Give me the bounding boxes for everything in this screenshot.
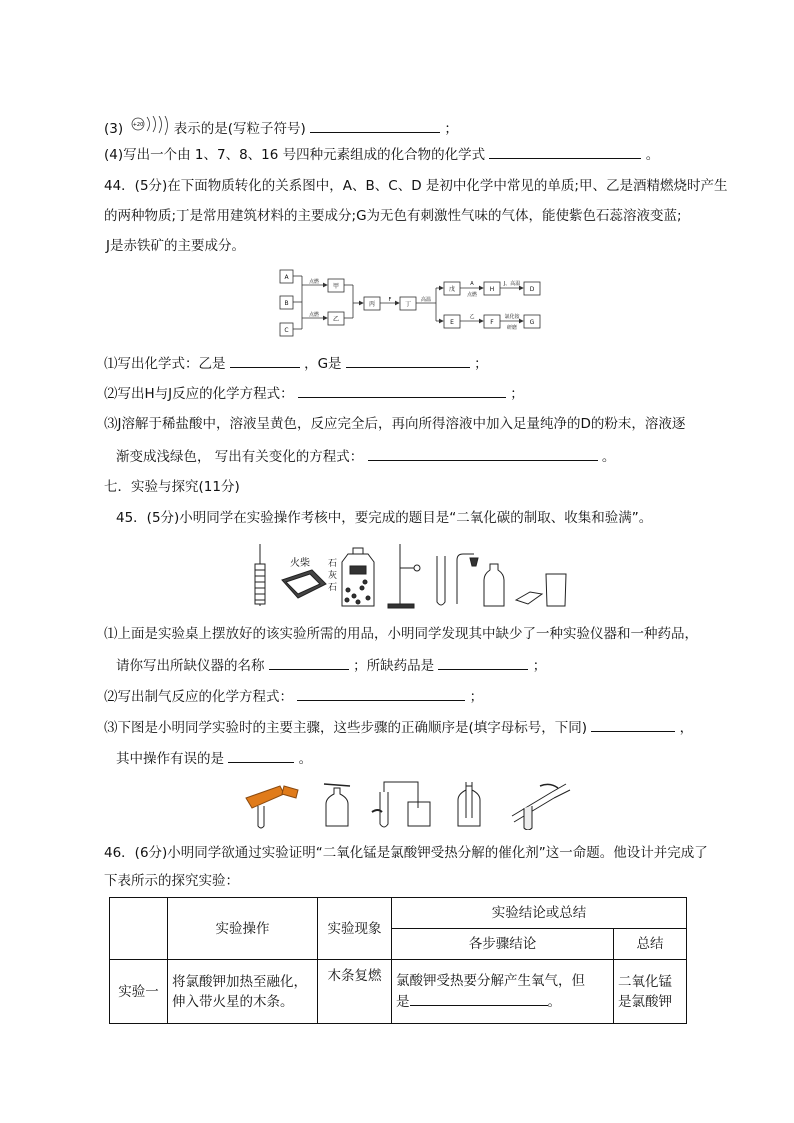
diagram-node-wu: 戊: [448, 286, 456, 293]
q45-part3-line1: [104, 717, 693, 738]
q44-part1: [104, 353, 488, 374]
diagram-node-yi: 乙: [332, 316, 340, 323]
table-cell-operation-line1: 将氯酸钾加热至融化，: [172, 973, 307, 990]
q44-part1-blank-g[interactable]: [346, 353, 470, 368]
diagram-label-dianran-top: 点燃: [308, 279, 320, 285]
diagram-label-F: F: [388, 297, 392, 303]
q44-part2-text: ⑵写出H与J反应的化学方程式：: [104, 386, 294, 402]
table-header-blank: [110, 898, 168, 960]
label-limestone-3: 石: [328, 583, 338, 593]
q45-part3-line2-end: 。: [298, 751, 313, 767]
q44-part1-label-b: ，G是: [304, 356, 342, 372]
q45-part1-text-b: ；所缺药品是: [353, 658, 435, 674]
q45-part1-blank-instrument[interactable]: [269, 655, 349, 670]
table-cell-phenomenon: 木条复燃: [318, 960, 392, 1024]
q45-part1-end: ；: [532, 658, 547, 674]
diagram-label-dianran-bottom: 点燃: [308, 312, 320, 318]
atom-nucleus-label: +20: [133, 122, 144, 128]
q45-part3-line1-end: ，: [679, 720, 694, 736]
q46-experiment-table: [109, 897, 687, 1024]
q46-intro-line2: 下表所示的探究实验：: [104, 873, 239, 889]
table-cell-operation: [168, 960, 318, 1024]
q45-intro: 45．(5分)小明同学在实验操作考核中，要完成的题目是“二氧化碳的制取、收集和验满”。: [116, 510, 653, 526]
step-collect-gas-icon: [458, 782, 480, 826]
table-header-summary: 总结: [614, 929, 687, 960]
q43-part4-answer-blank[interactable]: [489, 144, 641, 159]
q45-part3-text-2: 其中操作有误的是: [116, 751, 224, 767]
q45-part1-blank-reagent[interactable]: [438, 655, 528, 670]
diagram-label-yi: 乙: [469, 314, 475, 320]
q43-part3: [104, 116, 458, 139]
q45-part2-end: ；: [469, 689, 484, 705]
label-limestone-2: 灰: [328, 571, 338, 581]
q44-part1-blank-yi[interactable]: [230, 353, 300, 368]
q43-part3-answer-blank[interactable]: [310, 118, 440, 133]
table-cell-step-conclusion: [392, 960, 614, 1024]
table-cell-step-line2: [396, 991, 609, 1012]
q43-part3-end: ；: [444, 121, 458, 137]
q44-part3-line2: [116, 446, 615, 467]
diagram-node-bing: 丙: [368, 301, 376, 308]
q44-part3-end: 。: [601, 449, 616, 465]
diagram-node-D: D: [529, 286, 535, 293]
q44-part2-end: ；: [510, 386, 524, 402]
diagram-label-J-gaowen: J、高温: [503, 281, 521, 287]
diagram-node-jia: 甲: [332, 283, 340, 290]
table-cell-summary-line1: 二氧化锰: [618, 973, 672, 990]
q45-part2-answer-blank[interactable]: [297, 686, 465, 701]
q45-part2: [104, 686, 483, 707]
step-pouring-liquid-icon: [246, 786, 298, 828]
table-cell-step-end: 。: [547, 994, 561, 1010]
q43-part4-end: 。: [645, 147, 660, 163]
q46-step-answer-blank[interactable]: [410, 991, 548, 1006]
table-header-conclusion: 实验结论或总结: [392, 898, 687, 929]
diagram-node-E: E: [450, 319, 454, 326]
q45-part3-line2: [116, 748, 312, 769]
test-tube-icon: [437, 556, 445, 605]
diagram-node-A: A: [284, 274, 289, 281]
q45-part3-blank-error[interactable]: [228, 748, 294, 763]
q43-part3-text: 表示的是(写粒子符号): [173, 121, 306, 137]
table-row: [110, 960, 687, 1024]
diagram-label-yanmo: 研磨: [506, 325, 518, 331]
q45-part1-line1: ⑴上面是实验桌上摆放好的该实验所需的用品，小明同学发现其中缺少了一种实验仪器和一种药品，: [104, 626, 698, 642]
diagram-label-gaowen: 高温: [420, 297, 432, 303]
q44-intro-line3: J是赤铁矿的主要成分。: [106, 238, 245, 254]
table-cell-step-line2-text: 是: [396, 994, 410, 1010]
q44-intro-line2: 的两种物质;丁是常用建筑材料的主要成分;G为无色有刺激性气味的气体，能使紫色石蕊溶液变蓝;: [104, 208, 682, 224]
q45-steps-figure: [240, 778, 576, 830]
table-cell-summary-line2: 是氯酸钾: [618, 993, 672, 1010]
gas-bottle-icon: [484, 564, 504, 606]
q45-apparatus-figure: [254, 540, 572, 610]
q43-part4-text: (4)写出一个由 1、7、8、16 号四种元素组成的化合物的化学式: [104, 147, 486, 163]
q45-part3-text: ⑶下图是小明同学实验时的主要主骤，这些步骤的正确顺序是(填字母标号，下同): [104, 720, 588, 736]
table-header-operation: 实验操作: [168, 898, 318, 960]
diagram-node-H: H: [489, 286, 495, 293]
q44-part1-label-a: ⑴写出化学式：乙是: [104, 356, 226, 372]
table-cell-operation-line2: 伸入带火星的木条。: [172, 993, 294, 1010]
atom-structure-icon: [129, 116, 173, 138]
q44-part2: [104, 383, 524, 404]
diagram-label-A: A: [470, 281, 474, 287]
q44-part3-text: 渐变成浅绿色， 写出有关变化的方程式：: [116, 449, 364, 465]
q44-intro-line1: 44．(5分)在下面物质转化的关系图中，A、B、C、D 是初中化学中常见的单质;甲、乙是酒精燃烧时产生: [104, 178, 728, 194]
q45-part1-line2: [116, 655, 546, 676]
q44-part2-answer-blank[interactable]: [298, 383, 506, 398]
step-test-tube-holder-icon: [512, 784, 570, 830]
diagram-node-C: C: [284, 327, 289, 334]
q43-part3-prefix: (3): [104, 121, 124, 137]
label-matches: 火柴: [290, 558, 310, 569]
label-limestone-1: 石: [328, 559, 338, 569]
matchbox-icon: [282, 570, 326, 598]
diagram-label-dianran-A: 点燃: [466, 292, 478, 298]
diagram-node-F: F: [490, 319, 494, 326]
diagram-node-G: G: [529, 319, 535, 326]
q44-transformation-diagram: [276, 268, 548, 338]
diagram-node-ding: 丁: [404, 301, 412, 308]
diagram-label-nh4cl: 氯化铵: [504, 314, 520, 320]
q44-part3-answer-blank[interactable]: [368, 446, 598, 461]
beaker-icon: [546, 574, 566, 606]
q45-part3-blank-order[interactable]: [591, 717, 675, 732]
q43-part4: [104, 144, 659, 165]
q44-part3-line1: ⑶J溶解于稀盐酸中，溶液呈黄色，反应完全后，再向所得溶液中加入足量纯净的D的粉末，溶液逐: [104, 416, 686, 432]
step-check-airtightness-icon: [372, 782, 430, 827]
table-cell-summary: [614, 960, 687, 1024]
iron-stand-icon: [388, 544, 420, 608]
table-cell-experiment-name: 实验一: [110, 960, 168, 1024]
table-header-step-conclusion: 各步骤结论: [392, 929, 614, 960]
diagram-node-B: B: [284, 300, 289, 307]
q45-part1-text-a: 请你写出所缺仪器的名称: [116, 658, 265, 674]
q46-intro-line1: 46．(6分)小明同学欲通过实验证明“二氧化锰是氯酸钾受热分解的催化剂”这一命题。他设计并完成了: [104, 845, 708, 861]
q45-part2-text: ⑵写出制气反应的化学方程式：: [104, 689, 293, 705]
step-gas-bottle-icon: [324, 784, 350, 826]
table-header-phenomenon: 实验现象: [318, 898, 392, 960]
delivery-tube-icon: [457, 554, 478, 604]
table-cell-step-line1: 氯酸钾受热要分解产生氧气，但: [396, 973, 585, 989]
section-7-title: 七．实验与探究(11分): [104, 479, 240, 495]
limestone-reagent-bottle-icon: [342, 548, 374, 606]
glass-plate-icon: [516, 592, 542, 604]
measuring-cylinder-icon: [255, 544, 265, 606]
q44-part1-end: ；: [474, 356, 488, 372]
